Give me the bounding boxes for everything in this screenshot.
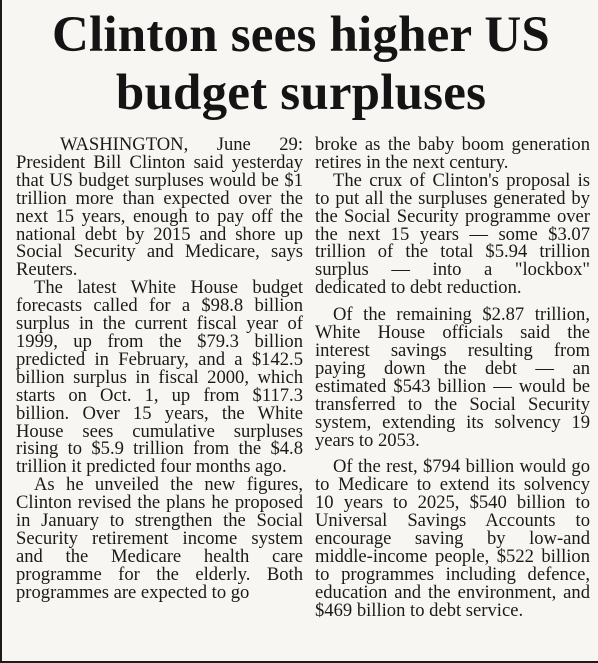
headline: Clinton sees higher US budget surpluses: [52, 7, 550, 121]
paragraph-rest: Of the rest, $794 billion would go to Medicare to extend its solvency 10 years to 2025, $540 billion to Universal Savings Accounts to encourage saving by low-and middle-income people, $522 billion to programmes including defence, education and the environment, and $469 billion to debt service.: [315, 456, 590, 621]
paragraph-forecasts: The latest White House budget forecasts called for a $98.8 billion surplus in the current fiscal year of 1999, up from the $79.3 billion predicted in February, and a $142.5 billion surplus in fiscal 2000, which starts on Oct. 1, up from $117.3 billion. Over 15 years, the White House sees cumulative surpluses rising to $5.9 trillion from the $4.8 trillion it predicted four months ago.: [16, 277, 303, 478]
paragraph-revised-plans: As he unveiled the new figures, Clinton revised the plans he proposed in January to strengthen the Social Security retirement income system and the Medicare health care programme for the elderly. Both programmes are expected to go: [16, 474, 303, 603]
paragraph-remaining: Of the remaining $2.87 trillion, White House officials said the interest savings resulting from paying down the debt — an estimated $543 billion — would be transferred to the Social Security system, extending its solvency 19 years to 2053.: [315, 304, 590, 451]
article-column-left: [16, 136, 303, 602]
paragraph-lockbox: The crux of Clinton's proposal is to put all the surpluses generated by the Social Security programme over the next 15 years — some $3.07 trillion of the total $5.94 trillion surplus — into a "lockbox" dedicated to debt reduction.: [315, 169, 590, 299]
paragraph-dateline: WASHINGTON, June 29: President Bill Clinton said yesterday that US budget surpluses would be $1 trillion more than expected over the next 15 years, enough to pay off the national debt by 2015 and shore up Social Security and Medicare, says Reuters.: [16, 134, 303, 281]
article-column-right: [315, 136, 590, 620]
paragraph-continuation: broke as the baby boom generation retires in the next century.: [315, 134, 590, 173]
